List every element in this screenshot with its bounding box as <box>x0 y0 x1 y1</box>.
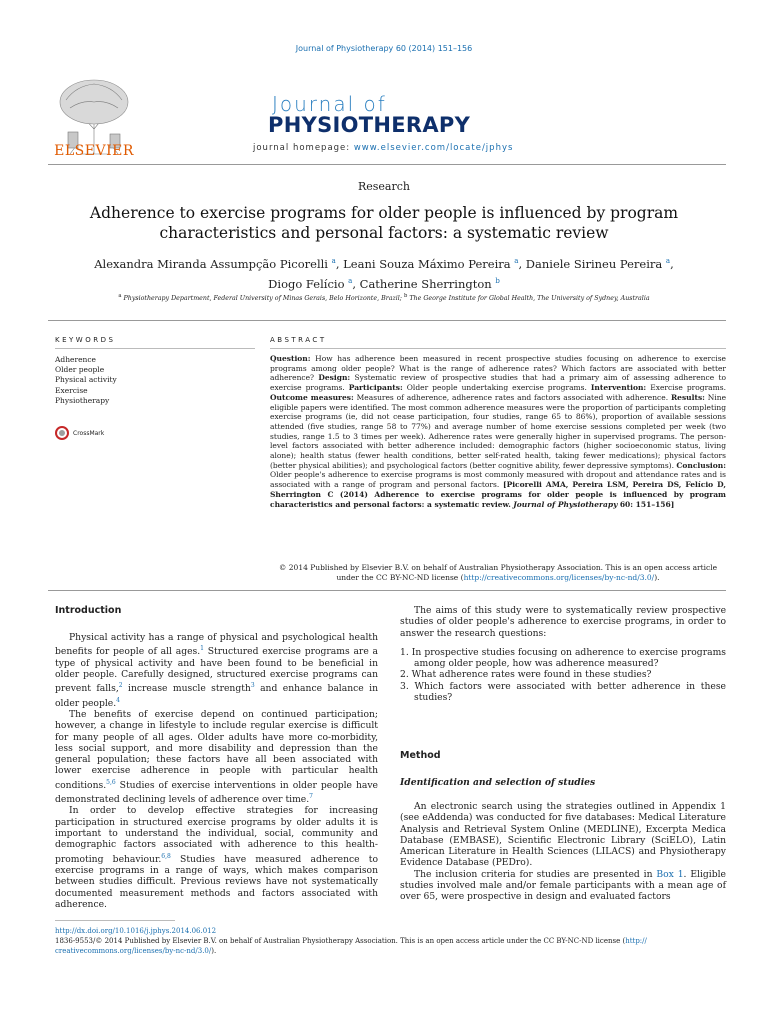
identification-subheading: Identification and selection of studies <box>400 777 596 788</box>
abstract-rule <box>270 348 726 349</box>
reference-link[interactable]: 6,8 <box>161 852 171 860</box>
research-question: 2. What adherence rates were found in these studies? <box>400 669 652 681</box>
box-1-link[interactable]: Box 1 <box>656 868 684 880</box>
copyright-text: © 2014 Published by Elsevier B.V. on behalf of Australian Physiotherapy Association. This is an open access article under the CC BY-NC-ND license ( <box>278 563 718 582</box>
design-text: Systematic review of prospective studies that had a primary aim of assessing adherence to exercise programs. <box>270 373 726 393</box>
keyword-item: Adherence <box>55 355 96 364</box>
keyword-list <box>55 355 117 406</box>
outcome-text: Measures of adherence, adherence rates and factors associated with adherence. <box>356 392 669 402</box>
author-name: Leani Souza Máximo Pereira <box>343 256 511 271</box>
question-label: Question: <box>270 354 311 363</box>
footer-end: ). <box>211 947 217 955</box>
crossmark-badge[interactable] <box>55 426 104 440</box>
copyright-end: ). <box>654 573 660 582</box>
author-affil-link[interactable]: a <box>665 257 671 265</box>
method-body <box>400 801 726 903</box>
citation-journal: Journal of Physiotherapy <box>513 499 618 509</box>
results-text: Nine eligible papers were identified. The most common adherence measures were the proportion of participants completing exercise programs (ie, did not cease participation, four studies, range 65 to 86%), proportion of available sessions attended (five studies, range 58 to 77%) and average number of home exercise sessions completed per week (two studies, range 1.5 to 3 times per week). Adherence rates were generally higher in supervised programs. The person-level factors associated with better adherence included: demographic factors (higher socioeconomic status, living alone); health status (fewer health conditions, better self-rated health, taking fewer medications); physical factors (better physical abilities); and psychological factors (better cognitive ability, fewer depressive symptoms). <box>270 392 727 470</box>
design-label: Design: <box>318 373 351 383</box>
author-list <box>50 253 718 293</box>
participants-text: Older people undertaking exercise programs. <box>406 383 587 393</box>
intervention-label: Intervention: <box>590 383 647 393</box>
citation-text: [Picorelli AMA, Pereira LSM, Pereira DS, Felício D, Sherrington C (2014) Adherence to exercise programs for older people is influenced by program characteristics and personal factors: a systematic review. <box>270 480 727 509</box>
affiliations <box>48 293 720 302</box>
article-title: Adherence to exercise programs for older people is influenced by program characteristics and personal factors: a systematic review <box>89 204 679 242</box>
page-footer <box>55 926 727 956</box>
affil-a-marker: a <box>118 293 122 299</box>
homepage-link[interactable]: www.elsevier.com/locate/jphys <box>353 143 514 153</box>
journal-homepage <box>253 143 513 153</box>
crossmark-icon <box>55 426 69 440</box>
author-name: Daniele Sirineu Pereira <box>525 256 663 271</box>
reference-link[interactable]: 2 <box>118 682 123 690</box>
author-affil-link[interactable]: a <box>331 257 336 265</box>
research-question: 3. Which factors were associated with better adherence in these studies? <box>400 680 726 704</box>
journal-citation[interactable]: Journal of Physiotherapy 60 (2014) 151–156 <box>295 44 473 53</box>
license-link[interactable]: http://creativecommons.org/licenses/by-nc-nd/3.0/ <box>463 573 655 582</box>
publisher-wordmark: ELSEVIER <box>54 143 134 159</box>
affil-a-text: Physiotherapy Department, Federal University of Minas Gerais, Belo Horizonte, Brazil; <box>123 295 402 303</box>
conclusion-label: Conclusion: <box>676 460 726 470</box>
footer-copyright: 1836-9553/© 2014 Published by Elsevier B.V. on behalf of Australian Physiotherapy Association. This is an open access article under the CC BY-NC-ND license ( <box>55 937 626 945</box>
intervention-text: Exercise programs. <box>650 383 726 393</box>
body-divider <box>48 590 726 591</box>
affil-b-text: The George Institute for Global Health, The University of Sydney, Australia <box>409 295 650 303</box>
results-label: Results: <box>670 392 705 402</box>
abstract-copyright <box>270 563 726 583</box>
affil-b-marker: b <box>403 293 408 299</box>
method-heading: Method <box>400 750 441 761</box>
reference-link[interactable]: 1 <box>200 645 204 653</box>
author-separator: , <box>352 276 356 291</box>
keywords-heading: KEYWORDS <box>55 336 116 344</box>
author-name: Diogo Felício <box>268 276 345 291</box>
header-divider <box>48 164 726 165</box>
keyword-item: Exercise <box>55 385 88 395</box>
introduction-heading: Introduction <box>55 605 122 616</box>
keyword-item: Physiotherapy <box>55 395 110 405</box>
aims-paragraph: The aims of this study were to systematically review prospective studies of older people's adherence to exercise programs, in order to answer the research questions: <box>400 605 726 639</box>
introduction-body <box>55 632 378 910</box>
footer-license-link-cont[interactable]: creativecommons.org/licenses/by-nc-nd/3.0/ <box>55 947 212 955</box>
question-text: How has adherence been measured in recent prospective studies focusing on adherence to exercise programs among older people? What is the range of adherence rates? Which factors are associated with better adherence? <box>270 354 726 383</box>
author-name: Alexandra Miranda Assumpção Picorelli <box>94 256 328 271</box>
reference-link[interactable]: 5,6 <box>106 778 116 786</box>
outcome-label: Outcome measures: <box>270 392 354 402</box>
research-question: 1. In prospective studies focusing on adherence to exercise programs among older people, how was adherence measured? <box>400 646 726 670</box>
journal-of-label: Journal of <box>272 92 387 116</box>
reference-link[interactable]: 3 <box>250 682 255 690</box>
intro-paragraph: In order to develop effective strategies for increasing participation in structured exercise programs by older adults it is important to understand the individual, social, community and demographic factors associated with adherence to this health-promoting behaviour.$^{6,8}$ Studies have measured adherence to exercise programs in a range of ways, which makes comparison between studies difficult. Previous reviews have not systematically documented measurement methods and factors associated with adherence. <box>55 805 378 910</box>
crossmark-label: CrossMark <box>73 429 105 437</box>
author-affil-link[interactable]: a <box>348 276 353 285</box>
homepage-label: journal homepage: <box>253 143 351 153</box>
author-separator: , <box>670 256 674 271</box>
reference-link[interactable]: 7 <box>309 793 313 801</box>
article-section: Research <box>357 180 410 193</box>
footer-rule <box>55 920 175 921</box>
author-separator: , <box>518 256 523 271</box>
intro-paragraph: The benefits of exercise depend on continued participation; however, a change in lifestyle to include regular exercise is difficult for many people of all ages. Older adults have more co-morbidity, less social support, and more disability and depression than the general population; these factors have all been associated with lower exercise adherence in people with particular health conditions.$^{5,6}$ Studies of exercise interventions in older people have demonstrated declining levels of adherence over time.$^7$ <box>55 708 378 806</box>
research-questions <box>400 647 726 703</box>
abstract-body <box>270 354 726 509</box>
intro-paragraph: Physical activity has a range of physical and psychological health benefits for people of all ages.$^1$ Structured exercise programs are a type of physical activity and have been found to be beneficial in older people. Carefully designed, structured exercise programs can prevent falls,$^2$ increase muscle strength$^3$ and enhance balance in older people.$^4$ <box>55 632 378 709</box>
keyword-item: Physical activity <box>55 375 117 385</box>
citation-tail: 60: 151–156] <box>619 499 675 509</box>
participants-label: Participants: <box>348 383 403 393</box>
method-paragraph: The inclusion criteria for studies are presented in Box 1. Eligible studies involved male and/or female participants with a mean age of over 65, were prospective in design and evaluated factors <box>400 868 726 903</box>
journal-name: PHYSIOTHERAPY <box>268 113 471 137</box>
doi-link[interactable]: http://dx.doi.org/10.1016/j.jphys.2014.06.012 <box>55 927 217 935</box>
conclusion-text: Older people's adherence to exercise programs is most commonly measured with dropout and attendance rates and is associated with a range of program and personal factors. <box>270 470 726 490</box>
method-paragraph: An electronic search using the strategies outlined in Appendix 1 (see eAddenda) was conducted for five databases: Medical Literature Analysis and Retrieval System Online (MEDLINE), Excerpta Medica Database (EMBASE), Scientific Electronic Library (SciELO), Latin American Literature in Health Sciences (LILACS) and Physiotherapy Evidence Database (PEDro). <box>400 801 726 869</box>
reference-link[interactable]: 4 <box>116 696 120 704</box>
author-separator: , <box>335 256 340 271</box>
keyword-item: Older people <box>55 365 105 375</box>
author-name: Catherine Sherrington <box>359 276 492 291</box>
author-affil-link[interactable]: a <box>514 257 519 265</box>
author-affil-link[interactable]: b <box>495 276 500 285</box>
abstract-heading: ABSTRACT <box>270 336 327 344</box>
keywords-rule <box>55 348 255 349</box>
aims-section <box>400 605 726 703</box>
affiliation-divider <box>48 320 726 321</box>
footer-license-link[interactable]: http:// <box>625 937 647 945</box>
